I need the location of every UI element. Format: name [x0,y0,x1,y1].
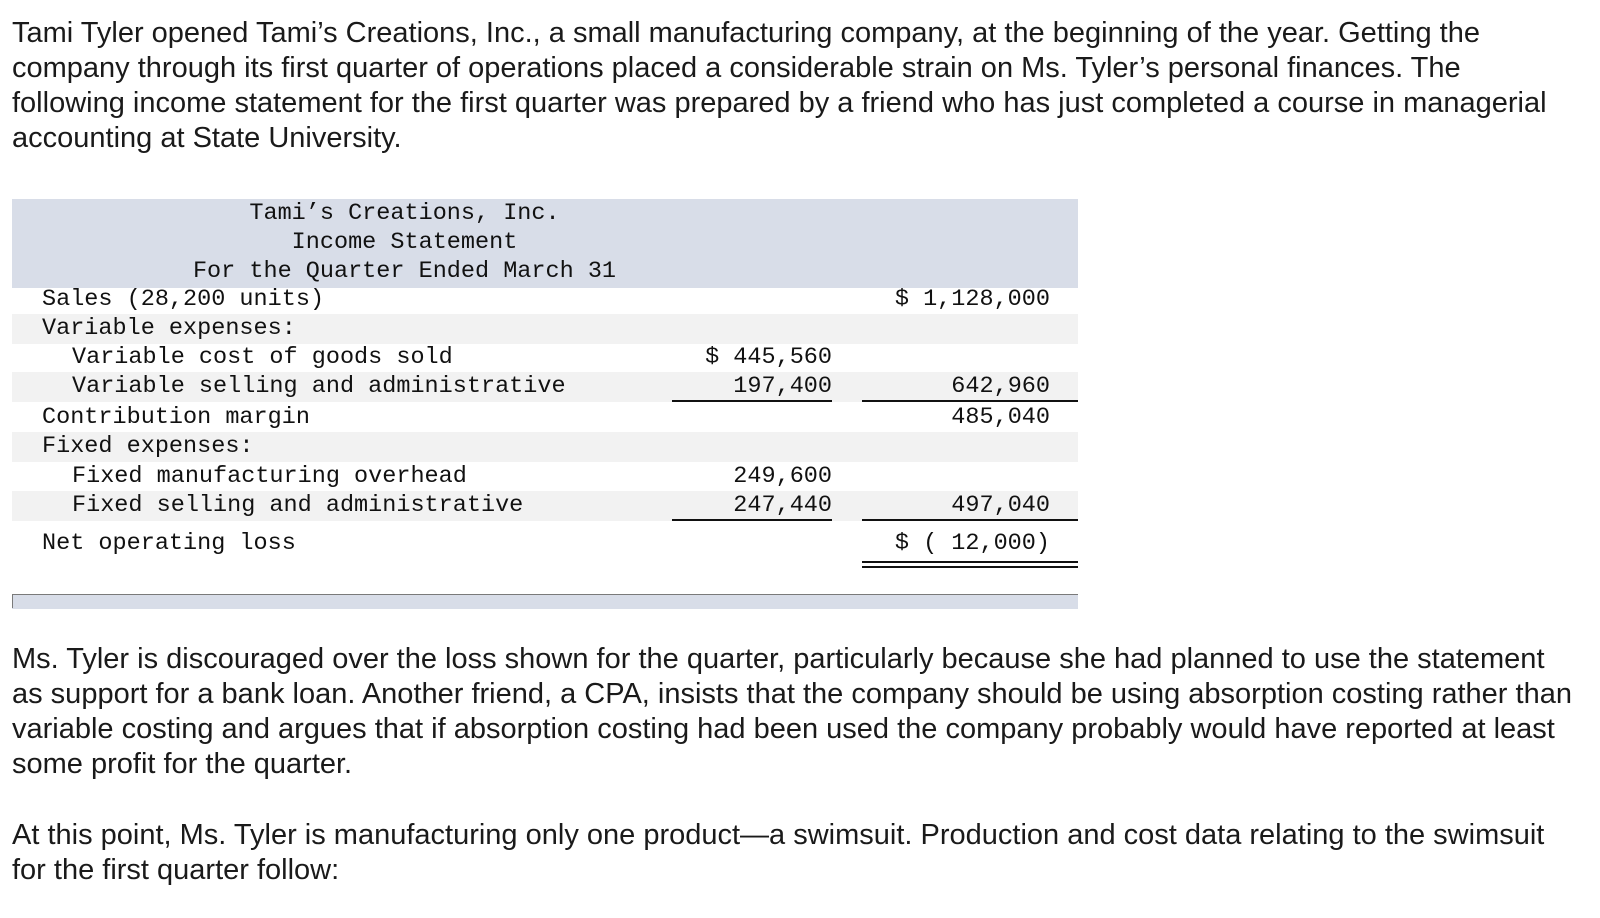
net-label: Net operating loss [42,530,296,557]
var-cogs-amount: $ 445,560 [705,344,832,371]
fixed-sga-label: Fixed selling and administrative [72,492,524,519]
underline-fixed-total [862,519,1078,521]
row-variable-header [12,314,1078,344]
var-sga-label: Variable selling and administrative [72,373,566,400]
fixed-expenses-label: Fixed expenses: [42,433,254,460]
var-cogs-label: Variable cost of goods sold [72,344,453,371]
statement-header [12,199,1078,288]
row-var-sga [12,372,1078,402]
var-sga-amount: 197,400 [733,373,832,400]
row-contribution [12,403,1078,433]
intro-paragraph: Tami Tyler opened Tami’s Creations, Inc., a small manufacturing company, at the beginning of the year. Getting the company through its first quarter of operations placed a considerable strain on Ms. Tyler’s personal finances. The following income statement for the first quarter was prepared by a friend who has just completed a course in managerial accounting at State University. [12,17,1547,154]
row-sales [12,285,1078,315]
sales-total: $ 1,128,000 [894,286,1050,313]
row-fixed-header [12,432,1078,462]
statement-period: For the Quarter Ended March 31 [192,258,617,285]
underline-fixed-sga [672,519,832,521]
underline-var-sga [672,400,832,402]
fixed-sga-amount: 247,440 [733,492,832,519]
second-paragraph: Ms. Tyler is discouraged over the loss shown for the quarter, particularly because she had planned to use the statement as support for a bank loan. Another friend, a CPA, insists that the company should be using absorption costing rather than variable costing and argues that if absorption costing had been used the company probably would have reported at least some profit for the quarter. [12,643,1572,780]
fixed-moh-amount: 249,600 [733,463,832,490]
third-paragraph: At this point, Ms. Tyler is manufacturing only one product—a swimsuit. Production and cost data relating to the swimsuit for the first quarter follow: [12,819,1545,886]
company-name: Tami’s Creations, Inc. [249,200,560,227]
underline-var-total [862,400,1078,402]
sales-label: Sales (28,200 units) [42,286,325,313]
fixed-expenses-total: 497,040 [951,492,1050,519]
fixed-moh-label: Fixed manufacturing overhead [72,463,467,490]
contribution-total: 485,040 [951,404,1050,431]
statement-footer-bar [12,594,1078,609]
statement-title: Income Statement [291,229,518,256]
net-total: $ ( 12,000) [894,530,1050,557]
var-expenses-total: 642,960 [951,373,1050,400]
contribution-label: Contribution margin [42,404,310,431]
row-fixed-moh [12,462,1078,492]
double-underline-net [862,561,1078,568]
row-net [12,529,1078,559]
row-fixed-sga [12,491,1078,521]
row-var-cogs [12,343,1078,373]
income-statement [12,199,1078,609]
statement-footer-tick [12,594,13,608]
variable-expenses-label: Variable expenses: [42,315,296,342]
